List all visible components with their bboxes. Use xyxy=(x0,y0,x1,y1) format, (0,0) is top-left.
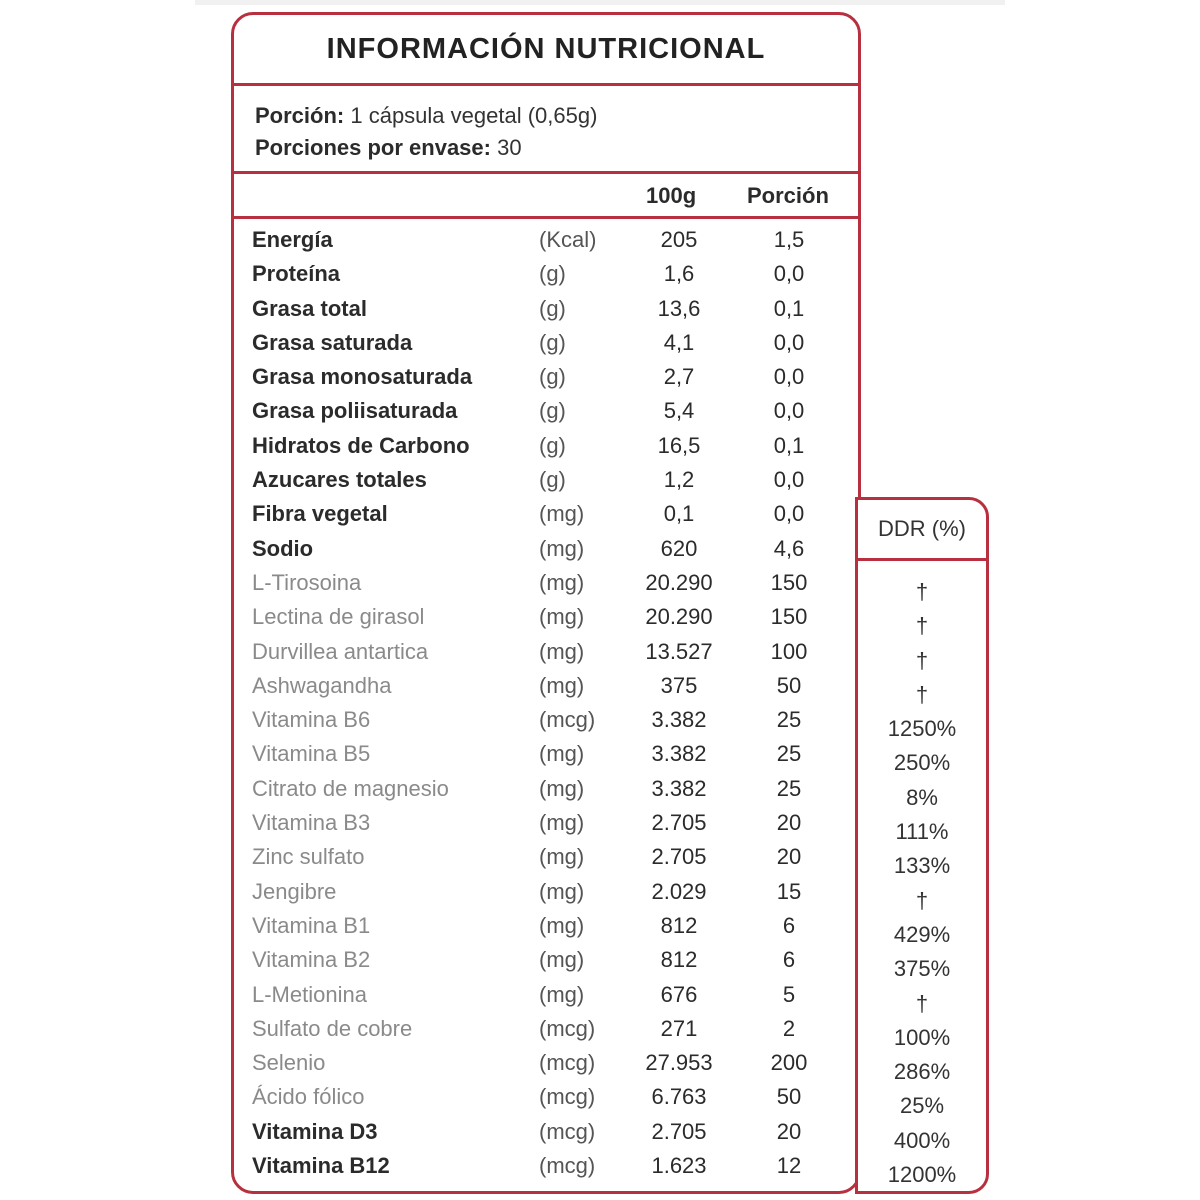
nutrient-unit: (g) xyxy=(539,261,566,287)
table-row xyxy=(234,1115,858,1149)
value-per-portion: 50 xyxy=(776,672,802,698)
ddr-value: 8% xyxy=(906,784,938,810)
nutrient-unit: (mg) xyxy=(539,810,585,836)
value-per100: 3.382 xyxy=(651,741,707,767)
nutrient-unit: (g) xyxy=(539,467,566,493)
table-row xyxy=(234,600,858,634)
value-per-portion: 0,0 xyxy=(773,261,805,287)
value-per-portion: 1,5 xyxy=(773,227,805,252)
value-per100: 5,4 xyxy=(663,398,695,424)
value-per100: 271 xyxy=(660,1015,698,1041)
table-row xyxy=(234,223,858,257)
table-row xyxy=(234,806,858,840)
value-per100: 812 xyxy=(660,912,698,938)
nutrient-unit: (mg) xyxy=(539,878,585,904)
nutrient-name: Sodio xyxy=(252,535,314,561)
ddr-value: 400% xyxy=(893,1127,951,1153)
value-per-portion: 12 xyxy=(776,1153,802,1179)
nutrient-unit: (mg) xyxy=(539,981,585,1007)
ddr-value: 375% xyxy=(893,956,951,982)
table-row xyxy=(234,394,858,428)
table-row xyxy=(234,943,858,977)
table-row xyxy=(234,566,858,600)
nutrient-name: Grasa poliisaturada xyxy=(252,398,458,424)
table-row xyxy=(234,1080,858,1114)
nutrient-name: Ashwagandha xyxy=(252,672,392,698)
table-row xyxy=(234,635,858,669)
nutrient-name: Vitamina B6 xyxy=(252,707,371,733)
nutrient-name: Azucares totales xyxy=(252,467,427,493)
nutrient-name: L-Tirosoina xyxy=(252,569,362,595)
portion-line xyxy=(255,100,858,132)
value-per-portion: 25 xyxy=(776,741,802,767)
nutrient-name: Vitamina B12 xyxy=(252,1153,390,1179)
value-per-portion: 5 xyxy=(782,981,796,1007)
value-per-portion: 20 xyxy=(776,810,802,836)
nutrient-unit: (mcg) xyxy=(539,1015,596,1041)
nutrient-name: Ácido fólico xyxy=(252,1084,365,1110)
value-per-portion: 150 xyxy=(770,569,808,595)
nutrient-name: Lectina de girasol xyxy=(252,604,425,630)
value-per-portion: 20 xyxy=(776,1118,802,1144)
dagger-icon: † xyxy=(915,990,929,1016)
ddr-column xyxy=(855,497,989,1194)
value-per100: 13.527 xyxy=(645,638,713,664)
table-row xyxy=(234,257,858,291)
nutrient-name: Jengibre xyxy=(252,878,337,904)
dagger-icon: † xyxy=(915,579,929,604)
nutrient-name: Citrato de magnesio xyxy=(252,775,449,801)
value-per-portion: 2 xyxy=(782,1015,796,1041)
portion-label: Porción: xyxy=(255,103,345,128)
value-per-portion: 25 xyxy=(776,775,802,801)
dagger-icon: † xyxy=(915,647,929,673)
nutrient-name: Zinc sulfato xyxy=(252,844,365,870)
nutrient-rows xyxy=(234,219,858,1183)
nutrient-unit: (g) xyxy=(539,329,566,355)
value-per-portion: 25 xyxy=(776,707,802,733)
nutrient-name: Hidratos de Carbono xyxy=(252,432,470,458)
nutrient-name: Grasa monosaturada xyxy=(252,364,473,390)
table-row xyxy=(234,772,858,806)
ddr-value: 111% xyxy=(895,819,949,845)
ddr-value: 250% xyxy=(893,750,951,776)
value-per100: 2.705 xyxy=(651,844,707,870)
value-per100: 375 xyxy=(660,672,698,698)
nutrient-unit: (mg) xyxy=(539,501,585,527)
value-per-portion: 0,0 xyxy=(773,501,805,527)
per-container-line xyxy=(255,132,858,164)
table-row xyxy=(234,737,858,771)
value-per-portion: 0,1 xyxy=(773,295,805,321)
table-row xyxy=(234,497,858,531)
value-per100: 20.290 xyxy=(645,569,713,595)
nutrient-name: Energía xyxy=(252,227,333,252)
value-per-portion: 20 xyxy=(776,844,802,870)
ddr-value: 100% xyxy=(893,1024,951,1050)
value-per100: 1,2 xyxy=(663,467,695,493)
value-per-portion: 200 xyxy=(770,1050,808,1076)
column-per100: 100g xyxy=(646,183,697,208)
value-per100: 205 xyxy=(660,227,698,252)
value-per-portion: 50 xyxy=(776,1084,802,1110)
nutrient-name: Selenio xyxy=(252,1050,326,1076)
nutrient-unit: (g) xyxy=(539,295,566,321)
nutrient-name: Vitamina B1 xyxy=(252,912,371,938)
table-row xyxy=(234,1012,858,1046)
nutrient-unit: (mg) xyxy=(539,638,585,664)
nutrient-unit: (mg) xyxy=(539,672,585,698)
nutrient-name: L-Metionina xyxy=(252,981,367,1007)
per-container-value: 30 xyxy=(497,135,522,160)
dagger-icon: † xyxy=(915,887,929,913)
ddr-value: 286% xyxy=(893,1059,951,1085)
nutrient-unit: (g) xyxy=(539,398,566,424)
value-per-portion: 0,0 xyxy=(773,329,805,355)
table-row xyxy=(234,669,858,703)
nutrient-unit: (mcg) xyxy=(539,1153,596,1179)
nutrient-unit: (mcg) xyxy=(539,1084,596,1110)
value-per100: 16,5 xyxy=(657,432,701,458)
table-row xyxy=(234,360,858,394)
column-per-portion: Porción xyxy=(747,183,829,208)
value-per100: 620 xyxy=(660,535,698,561)
nutrient-unit: (mcg) xyxy=(539,707,596,733)
nutrition-table xyxy=(231,12,861,1194)
value-per100: 2.029 xyxy=(651,878,707,904)
value-per-portion: 15 xyxy=(776,878,802,904)
table-row xyxy=(234,1149,858,1183)
nutrient-name: Durvillea antartica xyxy=(252,638,429,664)
page-title: INFORMACIÓN NUTRICIONAL xyxy=(234,15,858,86)
nutrient-name: Sulfato de cobre xyxy=(252,1015,413,1041)
ddr-value: 25% xyxy=(899,1093,945,1119)
value-per100: 2.705 xyxy=(651,810,707,836)
nutrient-unit: (mcg) xyxy=(539,1118,596,1144)
nutrient-unit: (mg) xyxy=(539,844,585,870)
table-row xyxy=(234,978,858,1012)
nutrient-name: Proteína xyxy=(252,261,341,287)
value-per100: 2.705 xyxy=(651,1118,707,1144)
ddr-header: DDR (%) xyxy=(858,500,986,561)
value-per100: 676 xyxy=(660,981,698,1007)
value-per-portion: 0,0 xyxy=(773,364,805,390)
nutrient-name: Vitamina D3 xyxy=(252,1118,378,1144)
nutrient-unit: (mg) xyxy=(539,535,585,561)
nutrient-unit: (mg) xyxy=(539,947,585,973)
value-per100: 13,6 xyxy=(657,295,701,321)
per-container-label: Porciones por envase: xyxy=(255,135,491,160)
value-per-portion: 6 xyxy=(782,912,796,938)
dagger-icon: † xyxy=(915,613,929,639)
table-row xyxy=(234,532,858,566)
ddr-values xyxy=(858,561,986,1192)
nutrient-unit: (mg) xyxy=(539,569,585,595)
table-row xyxy=(234,909,858,943)
dagger-icon: † xyxy=(915,681,929,707)
value-per-portion: 6 xyxy=(782,947,796,973)
value-per-portion: 0,1 xyxy=(773,432,805,458)
nutrient-unit: (mg) xyxy=(539,741,585,767)
nutrient-name: Vitamina B3 xyxy=(252,810,371,836)
table-row xyxy=(234,463,858,497)
value-per-portion: 150 xyxy=(770,604,808,630)
nutrient-unit: (mg) xyxy=(539,604,585,630)
nutrient-unit: (mg) xyxy=(539,912,585,938)
table-row xyxy=(234,703,858,737)
value-per100: 1.623 xyxy=(651,1153,707,1179)
value-per-portion: 0,0 xyxy=(773,467,805,493)
nutrient-name: Vitamina B2 xyxy=(252,947,371,973)
nutrient-unit: (g) xyxy=(539,432,566,458)
value-per100: 3.382 xyxy=(651,775,707,801)
ddr-value: 133% xyxy=(893,853,951,879)
value-per100: 1,6 xyxy=(663,261,695,287)
nutrient-unit: (g) xyxy=(539,364,566,390)
table-row xyxy=(234,875,858,909)
value-per100: 812 xyxy=(660,947,698,973)
value-per100: 6.763 xyxy=(651,1084,707,1110)
value-per-portion: 0,0 xyxy=(773,398,805,424)
value-per100: 2,7 xyxy=(663,364,695,390)
ddr-value: 429% xyxy=(893,921,951,947)
nutrient-name: Fibra vegetal xyxy=(252,501,388,527)
ddr-value: 1200% xyxy=(887,1162,957,1188)
table-row xyxy=(234,326,858,360)
table-row xyxy=(234,429,858,463)
nutrient-name: Grasa total xyxy=(252,295,367,321)
portion-value: 1 cápsula vegetal (0,65g) xyxy=(350,103,598,128)
nutrient-unit: (mcg) xyxy=(539,1050,596,1076)
table-row xyxy=(234,1046,858,1080)
column-header xyxy=(234,174,858,219)
serving-info xyxy=(234,86,858,174)
value-per100: 3.382 xyxy=(651,707,707,733)
top-band xyxy=(195,0,1005,5)
value-per100: 20.290 xyxy=(645,604,713,630)
value-per-portion: 100 xyxy=(770,638,808,664)
nutrient-unit: (Kcal) xyxy=(539,227,597,252)
table-row xyxy=(234,292,858,326)
value-per100: 27.953 xyxy=(645,1050,713,1076)
table-row xyxy=(234,840,858,874)
nutrient-unit: (mg) xyxy=(539,775,585,801)
nutrient-name: Grasa saturada xyxy=(252,329,413,355)
nutrient-name: Vitamina B5 xyxy=(252,741,371,767)
value-per100: 0,1 xyxy=(663,501,695,527)
value-per100: 4,1 xyxy=(663,329,695,355)
ddr-value: 1250% xyxy=(887,716,957,742)
value-per-portion: 4,6 xyxy=(773,535,805,561)
